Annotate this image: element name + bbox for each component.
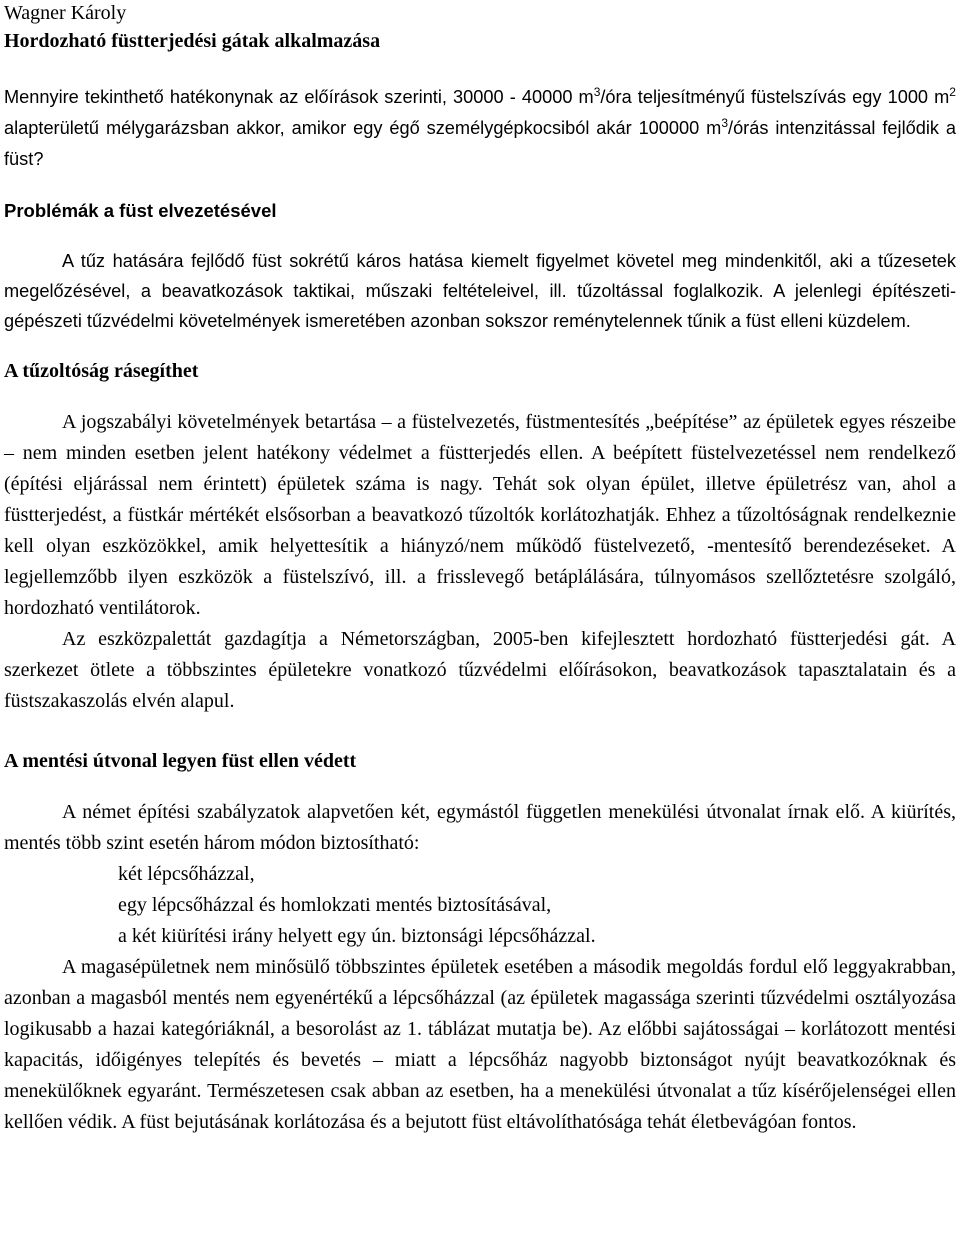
author-name: Wagner Károly	[4, 2, 127, 24]
lead-text-1: Mennyire tekinthető hatékonynak az előírások szerinti, 30000 - 40000 m	[4, 87, 594, 107]
section-paragraph: Az eszközpalettát gazdagítja a Németországban, 2005-ben kifejlesztett hordozható füstterjedési gát. A szerkezet ötlete a többszintes épületekre vonatkozó tűzvédelmi előírásokon, beavatkozások tapasztalatain és a füstszakaszolás elvén alapul.	[4, 628, 956, 712]
lead-text-4: /órás intenzitással fejlődik a füst?	[4, 118, 956, 169]
superscript: 2	[949, 84, 956, 99]
lead-text-3: alapterületű mélygarázsban akkor, amikor egy égő személygépkocsiból akár 100000 m	[4, 118, 722, 138]
section-paragraph: A német építési szabályzatok alapvetően két, egymástól független menekülési útvonalat írnak elő. A kiürítés, mentés több szint esetén három módon biztosítható:	[4, 801, 956, 854]
list-item: a két kiürítési irány helyett egy ún. biztonsági lépcsőházzal.	[118, 925, 596, 947]
lead-paragraph	[4, 82, 956, 175]
lead-text-2: /óra teljesítményű füstelszívás egy 1000 m	[600, 87, 950, 107]
list-item: egy lépcsőházzal és homlokzati mentés biztosításával,	[118, 894, 552, 916]
spacer	[4, 57, 956, 82]
spacer	[4, 717, 956, 746]
list-item: két lépcsőházzal,	[118, 863, 255, 885]
superscript: 3	[593, 84, 601, 99]
section-heading-problems: Problémák a füst elvezetésével	[4, 200, 277, 221]
spacer	[4, 777, 956, 797]
section-heading-escape-route: A mentési útvonal legyen füst ellen védett	[4, 750, 357, 772]
spacer	[4, 387, 956, 407]
section-paragraph: A jogszabályi követelmények betartása – a füstelvezetés, füstmentesítés „beépítése” az épületek egyes részeibe – nem minden esetben jelent hatékony védelmet a füstterjedés ellen. A beépített füstelvezetéssel nem rendelkező (építési eljárással nem érintett) épületek száma is nagy. Tehát sok olyan épület, illetve épületrész van, ahol a füstterjedést, a füstkár mértékét elsősorban a beavatkozó tűzoltók korlátozhatják. Ehhez a tűzoltóságnak rendelkeznie kell olyan eszközökkel, amik helyettesítik a hiányzó/nem működő füstelvezető, -mentesítő berendezéseket. A legjellemzőbb ilyen eszközök a füstelszívó, ill. a frisslevegő betáplálására, túlnyomásos szellőztetésre szolgáló, hordozható ventilátorok.	[4, 411, 956, 619]
spacer	[4, 175, 956, 195]
section-paragraph: A magasépületnek nem minősülő többszintes épületek esetében a második megoldás fordul elő leggyakrabban, azonban a magasból mentés nem egyenértékű a lépcsőházzal (az épületek magassága szerinti tűzvédelmi osztályozása logikusabb a hazai kategóriáknál, a besorolást az 1. táblázat mutatja be). Az előbbi sajátosságai – korlátozott mentési kapacitás, időigényes telepítés és bevetés – miatt a lépcsőház nagyobb biztonságot nyújt beavatkozóknak és menekülőknek egyaránt. Természetesen csak abban az esetben, ha a menekülési útvonalat a tűz kísérőjelenségei ellen kellően védik. A füst bejutásának korlátozása és a bejutott füst eltávolíthatósága tehát életbevágóan fontos.	[4, 956, 956, 1133]
section-paragraph: A tűz hatására fejlődő füst sokrétű káros hatása kiemelt figyelmet követel meg mindenkitől, aki a tűzesetek megelőzésével, a beavatkozások taktikai, műszaki feltételeivel, ill. tűzoltással foglalkozik. A jelenlegi építészeti-gépészeti tűzvédelmi követelmények ismeretében azonban sokszor reménytelennek tűnik a füst elleni küzdelem.	[4, 251, 956, 331]
spacer	[4, 226, 956, 246]
spacer	[4, 336, 956, 356]
document-title: Hordozható füstterjedési gátak alkalmazása	[4, 30, 381, 52]
superscript: 3	[721, 115, 729, 130]
section-heading-fire-brigade: A tűzoltóság rásegíthet	[4, 360, 199, 382]
